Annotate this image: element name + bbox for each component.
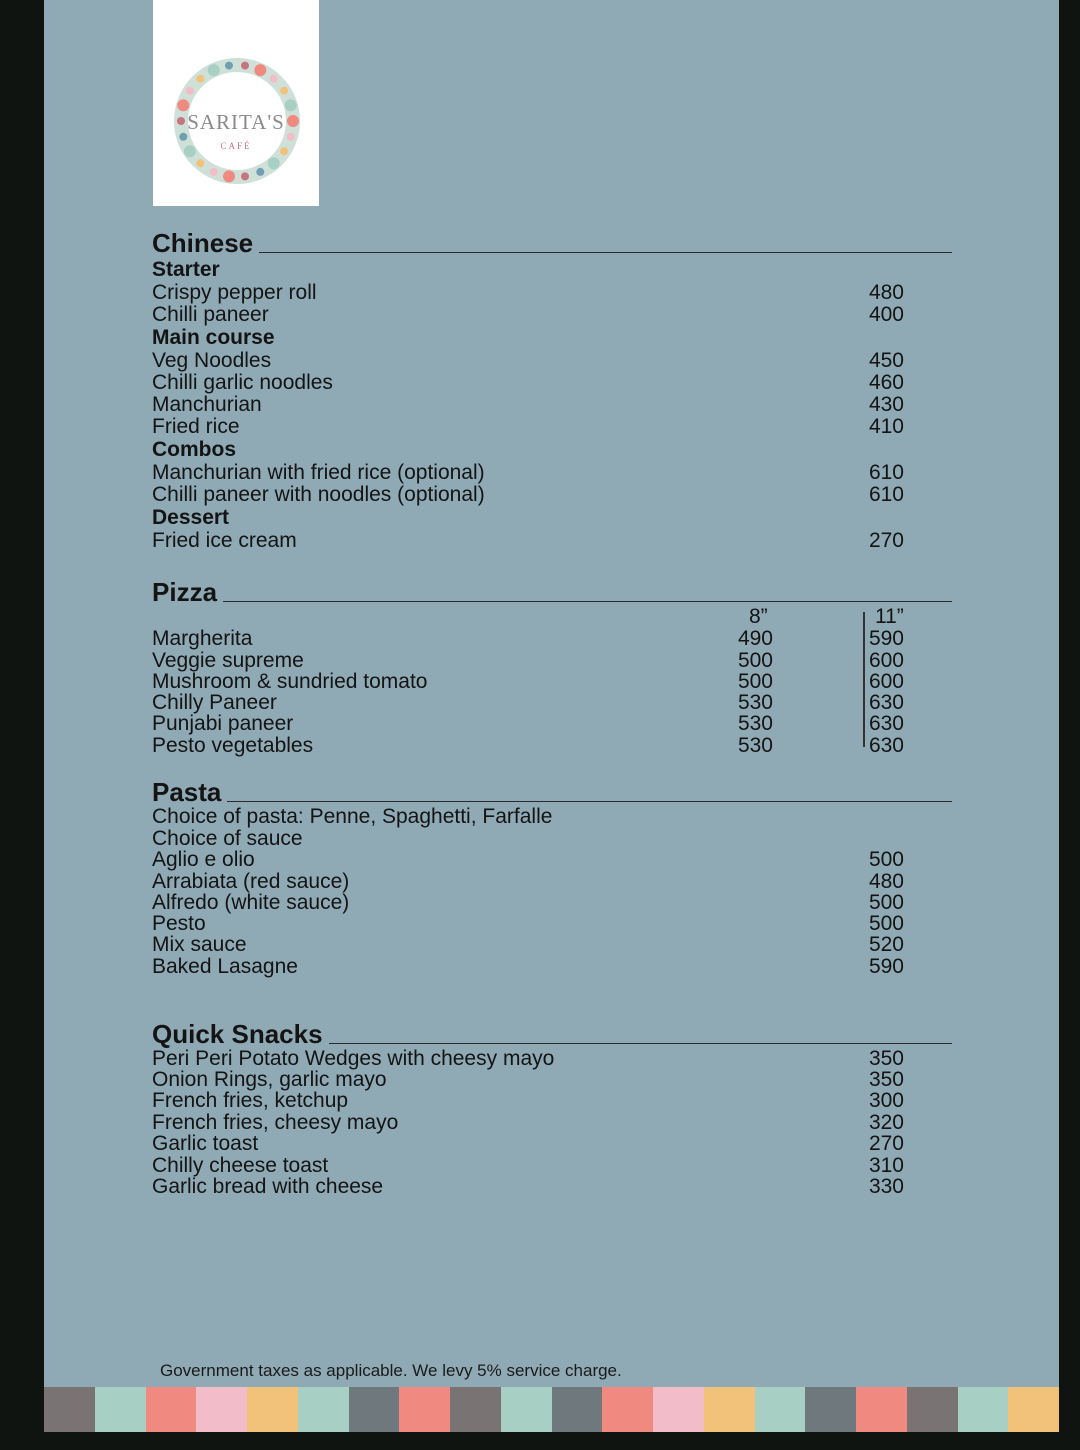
- stripe-block: [805, 1387, 856, 1432]
- menu-item: Aglio e olio 500: [152, 848, 904, 871]
- subheading-dessert: Dessert: [152, 506, 230, 529]
- menu-item: Alfredo (white sauce) 500: [152, 891, 904, 914]
- logo-name: SARITA'S: [187, 110, 285, 134]
- menu-item: Garlic toast 270: [152, 1132, 904, 1155]
- stripe-block: [196, 1387, 247, 1432]
- color-stripe: [44, 1387, 1059, 1432]
- flower-dot: [241, 172, 249, 180]
- menu-item: Peri Peri Potato Wedges with cheesy mayo 350: [152, 1047, 904, 1070]
- menu-item: Chilly cheese toast 310: [152, 1154, 904, 1177]
- flower-dot: [210, 168, 218, 176]
- menu-item: French fries, ketchup 300: [152, 1089, 904, 1112]
- stripe-block: [1008, 1387, 1059, 1432]
- flower-dot: [270, 75, 278, 83]
- menu-item: Fried ice cream 270: [152, 529, 904, 552]
- menu-item: Pesto 500: [152, 912, 904, 935]
- menu-item: Manchurian 430: [152, 393, 904, 416]
- subheading-main-course: Main course: [152, 326, 275, 349]
- stripe-block: [755, 1387, 806, 1432]
- subheading-combos: Combos: [152, 438, 236, 461]
- flower-dot: [280, 87, 288, 95]
- section-pasta-heading: Pasta: [152, 779, 952, 805]
- menu-item: Veg Noodles 450: [152, 349, 904, 372]
- section-snacks-heading: Quick Snacks: [152, 1021, 952, 1047]
- flower-dot: [223, 170, 235, 182]
- flower-dot: [186, 87, 194, 95]
- menu-item: Crispy pepper roll 480: [152, 281, 904, 304]
- menu-item: Fried rice 410: [152, 415, 904, 438]
- menu-item: Mix sauce 520: [152, 933, 904, 956]
- stripe-block: [602, 1387, 653, 1432]
- flower-dot: [208, 64, 220, 76]
- stripe-block: [653, 1387, 704, 1432]
- menu-item: Chilly Paneer 530 630: [152, 691, 904, 714]
- subheading-starter: Starter: [152, 258, 220, 281]
- menu-item: Pesto vegetables 530 630: [152, 734, 904, 757]
- pasta-choice-note: Choice of pasta: Penne, Spaghetti, Farfalle: [152, 805, 553, 828]
- logo-subtitle: CAFÉ: [220, 141, 252, 151]
- size-8-inch-label: 8”: [749, 605, 768, 628]
- flower-dot: [241, 62, 249, 70]
- flower-dot: [268, 157, 280, 169]
- stripe-block: [298, 1387, 349, 1432]
- stripe-block: [907, 1387, 958, 1432]
- stripe-block: [399, 1387, 450, 1432]
- flower-dot: [196, 159, 204, 167]
- stripe-block: [501, 1387, 552, 1432]
- menu-item: Garlic bread with cheese 330: [152, 1175, 904, 1198]
- stripe-block: [247, 1387, 298, 1432]
- sauce-choice-note: Choice of sauce: [152, 827, 303, 850]
- stripe-block: [450, 1387, 501, 1432]
- menu-item: Veggie supreme 500 600: [152, 649, 904, 672]
- stripe-block: [95, 1387, 146, 1432]
- menu-item: Chilli paneer 400: [152, 303, 904, 326]
- menu-page: [44, 0, 1059, 1432]
- flower-dot: [196, 75, 204, 83]
- menu-item: Arrabiata (red sauce) 480: [152, 870, 904, 893]
- menu-item: French fries, cheesy mayo 320: [152, 1111, 904, 1134]
- menu-item: Mushroom & sundried tomato 500 600: [152, 670, 904, 693]
- menu-item: Manchurian with fried rice (optional) 610: [152, 461, 904, 484]
- stripe-block: [44, 1387, 95, 1432]
- footer-note: Government taxes as applicable. We levy 5% service charge.: [160, 1361, 622, 1380]
- stripe-block: [552, 1387, 603, 1432]
- cafe-logo: [153, 0, 319, 206]
- stripe-block: [958, 1387, 1009, 1432]
- menu-item: Chilli garlic noodles 460: [152, 371, 904, 394]
- flower-dot: [225, 62, 233, 70]
- stripe-block: [349, 1387, 400, 1432]
- menu-item: Margherita 490 590: [152, 627, 904, 650]
- section-pizza-heading: Pizza: [152, 579, 952, 605]
- menu-item: Punjabi paneer 530 630: [152, 712, 904, 735]
- section-chinese-heading: Chinese: [152, 230, 952, 256]
- stripe-block: [704, 1387, 755, 1432]
- flower-dot: [256, 168, 264, 176]
- flower-dot: [254, 64, 266, 76]
- menu-item: Baked Lasagne 590: [152, 955, 904, 978]
- size-11-inch-label: 11”: [875, 605, 904, 628]
- stripe-block: [146, 1387, 197, 1432]
- stripe-block: [856, 1387, 907, 1432]
- menu-item: Onion Rings, garlic mayo 350: [152, 1068, 904, 1091]
- menu-item: Chilli paneer with noodles (optional) 610: [152, 483, 904, 506]
